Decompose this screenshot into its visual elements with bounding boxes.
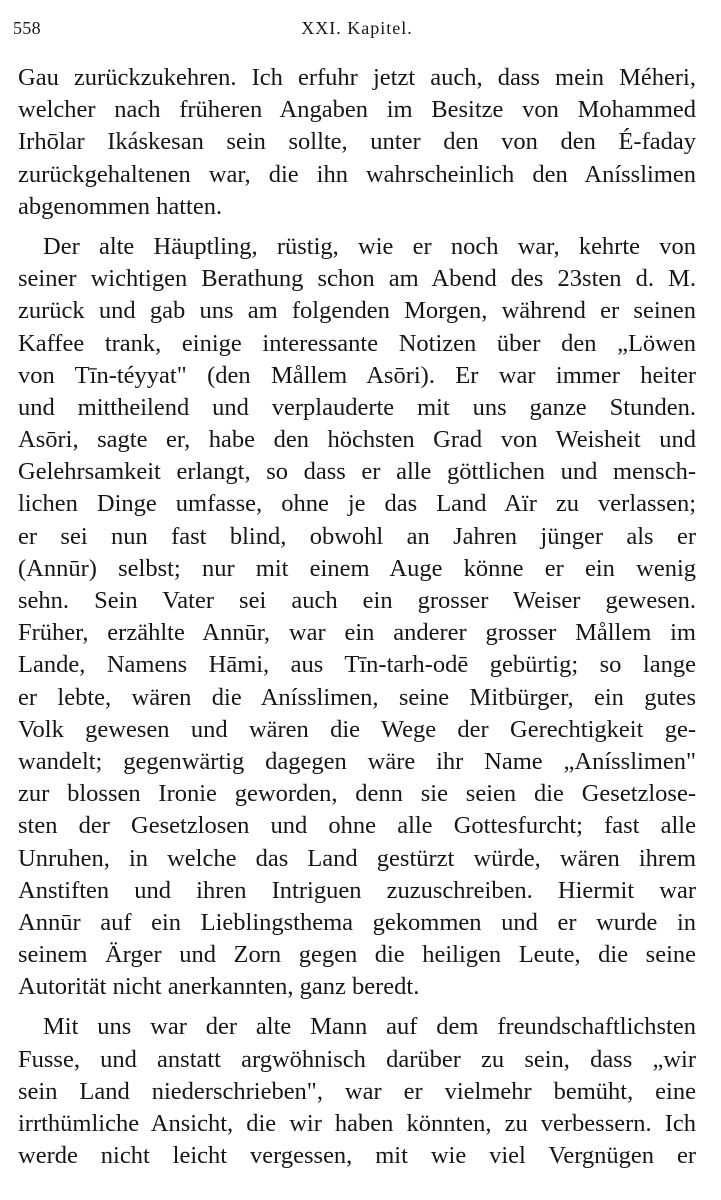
text-line: zurück und gab uns am folgenden Morgen, während er seinen	[18, 297, 696, 325]
text-line: und mittheilend und verplauderte mit uns ganze Stunden.	[18, 393, 696, 421]
text-line: von Tīn-téyyat" (den Mållem Asōri). Er war immer heiter	[18, 361, 696, 389]
text-line: seiner wichtigen Berathung schon am Abend des 23sten d. M.	[18, 265, 696, 293]
text-line: zur blossen Ironie geworden, denn sie seien die Gesetzlose-	[18, 780, 696, 808]
text-line: er sei nun fast blind, obwohl an Jahren jünger als er	[18, 522, 696, 550]
text-line: Gau zurückzukehren. Ich erfuhr jetzt auch, dass mein Méheri,	[18, 64, 696, 91]
body-text	[18, 62, 696, 1172]
text-line: Unruhen, in welche das Land gestürzt würde, wären ihrem	[18, 844, 696, 872]
text-line: Früher, erzählte Annūr, war ein anderer grosser Mållem im	[18, 619, 696, 647]
text-line: Lande, Namens Hāmi, aus Tīn-tarh-odē gebürtig; so lange	[18, 651, 696, 679]
text-line: Kaffee trank, einige interessante Notizen über den „Löwen	[18, 329, 696, 357]
paragraph	[18, 1011, 696, 1172]
text-line: lichen Dinge umfasse, ohne je das Land Aïr zu verlassen;	[18, 490, 696, 518]
text-line: werde nicht leicht vergessen, mit wie viel Vergnügen er	[18, 1142, 696, 1170]
text-line: er lebte, wären die Anísslimen, seine Mitbürger, ein gutes	[18, 683, 696, 711]
text-line: sehn. Sein Vater sei auch ein grosser Weiser gewesen.	[18, 587, 696, 614]
text-line: sein Land niederschrieben", war er vielmehr bemüht, eine	[18, 1077, 696, 1105]
text-line: Anstiften und ihren Intriguen zuzuschreiben. Hiermit war	[18, 876, 696, 904]
text-line: Annūr auf ein Lieblingsthema gekommen und er wurde in	[18, 908, 696, 936]
text-line: Volk gewesen und wären die Wege der Gerechtigkeit ge-	[18, 715, 696, 743]
text-line: Der alte Häuptling, rüstig, wie er noch war, kehrte von	[43, 232, 696, 260]
text-line: (Annūr) selbst; nur mit einem Auge könne er ein wenig	[18, 554, 696, 582]
chapter-title: XXI. Kapitel.	[301, 18, 413, 38]
text-line: Fusse, und anstatt argwöhnisch darüber zu sein, dass „wir	[18, 1045, 696, 1073]
paragraph	[18, 62, 696, 223]
text-line: welcher nach früheren Angaben im Besitze von Mohammed	[18, 96, 696, 124]
text-line: wandelt; gegenwärtig dagegen wäre ihr Name „Anísslimen"	[18, 747, 696, 775]
text-line: Asōri, sagte er, habe den höchsten Grad von Weisheit und	[18, 426, 696, 454]
text-line: irrthümliche Ansicht, die wir haben könnten, zu verbessern. Ich	[18, 1110, 696, 1137]
text-line: sten der Gesetzlosen und ohne alle Gottesfurcht; fast alle	[18, 812, 696, 840]
page-number: 558	[13, 18, 41, 38]
running-header	[13, 18, 701, 48]
text-line: zurückgehaltenen war, die ihn wahrscheinlich den Anísslimen	[18, 160, 696, 188]
text-line: Mit uns war der alte Mann auf dem freundschaftlichsten	[43, 1013, 696, 1041]
text-line: Autorität nicht anerkannten, ganz beredt.	[18, 973, 420, 1001]
paragraph	[18, 231, 696, 1004]
text-line: Irhōlar Ikáskesan sein sollte, unter den von den É-faday	[18, 128, 696, 156]
text-line: seinem Ärger und Zorn gegen die heiligen Leute, die seine	[18, 941, 696, 969]
text-line: abgenommen hatten.	[18, 192, 223, 220]
text-line: Gelehrsamkeit erlangt, so dass er alle göttlichen und mensch-	[18, 458, 696, 486]
